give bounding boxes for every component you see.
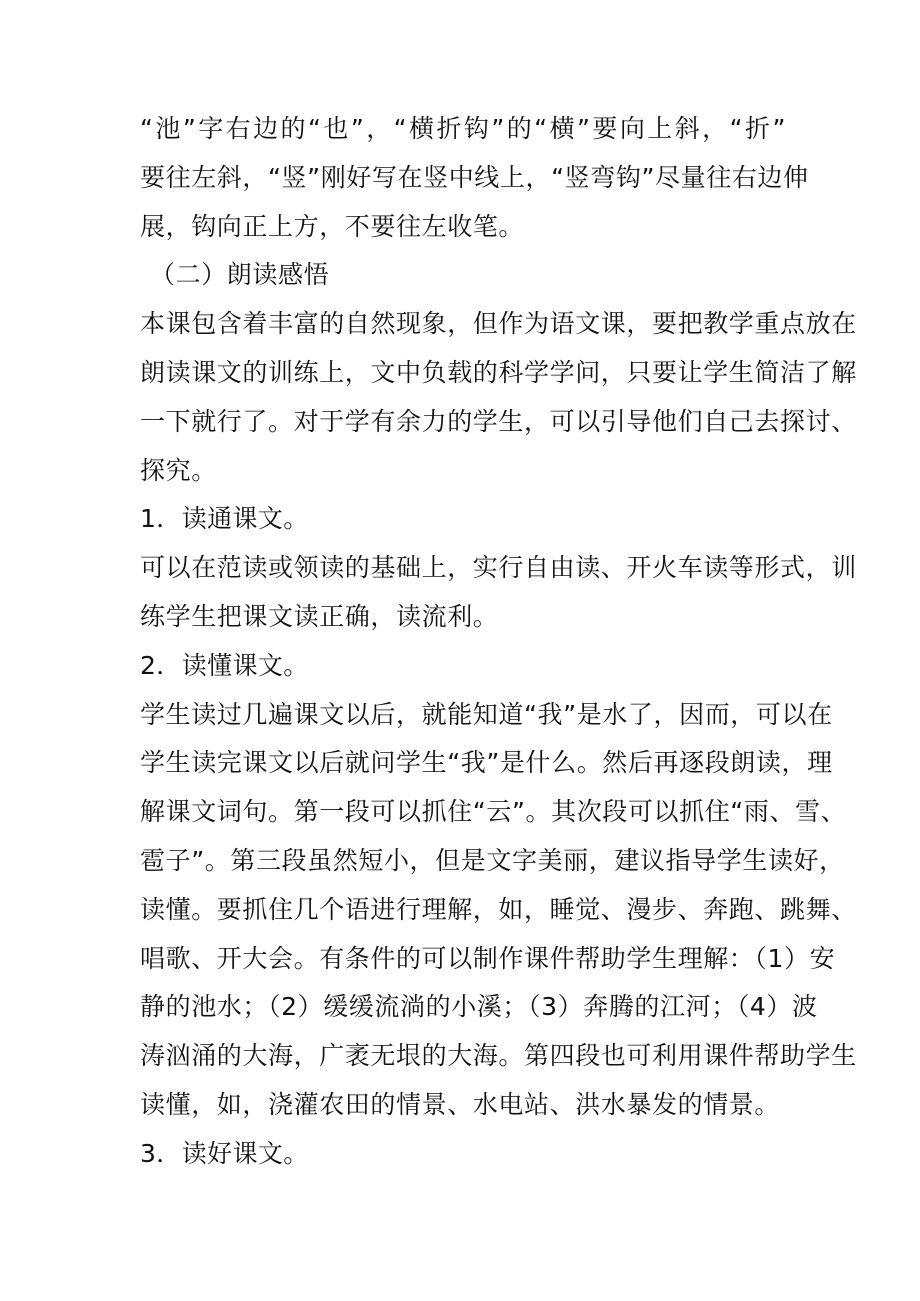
text-line: 本课包含着丰富的自然现象，但作为语文课，要把教学重点放在	[140, 309, 857, 339]
text-line: 学生读过几遍课文以后，就能知道“我”是水了，因而，可以在	[140, 699, 833, 729]
text-line: 练学生把课文读正确，读流利。	[140, 601, 499, 631]
text-line: 学生读完课文以后就问学生“我”是什么。然后再逐段朗读，理	[140, 748, 833, 778]
list-item-heading: 1．读通课文。	[140, 504, 309, 534]
text-line: 解课文词句。第一段可以抓住“云”。其次段可以抓住“雨、雪、	[140, 797, 847, 827]
text-line: 静的池水；（2）缓缓流淌的小溪；（3）奔腾的江河；（4）波	[140, 992, 818, 1022]
document-body	[140, 105, 857, 1179]
text-line: 要往左斜，“竖”刚好写在竖中线上，“竖弯钩”尽量往右边伸	[140, 162, 809, 192]
text-line: 唱歌、开大会。有条件的可以制作课件帮助学生理解：（1）安	[140, 943, 836, 973]
section-heading: （二）朗读感悟	[150, 260, 330, 290]
text-line: 一下就行了。对于学有余力的学生，可以引导他们自己去探讨、	[140, 406, 857, 436]
text-line: 涛汹涌的大海，广袤无垠的大海。第四段也可利用课件帮助学生	[140, 1041, 857, 1071]
text-line: 读懂，如，浇灌农田的情景、水电站、洪水暴发的情景。	[140, 1089, 781, 1119]
list-item-heading: 2．读懂课文。	[140, 650, 309, 680]
text-line: 探究。	[140, 455, 217, 485]
text-line: 可以在范读或领读的基础上，实行自由读、开火车读等形式，训	[140, 553, 857, 583]
text-line: “池”字右边的“也”，“横折钩”的“横”要向上斜，“折”	[140, 114, 786, 143]
text-line: 朗读课文的训练上，文中负载的科学学问，只要让学生简洁了解	[140, 357, 857, 387]
text-line: 雹子”。第三段虽然短小，但是文字美丽，建议指导学生读好，	[140, 845, 845, 875]
text-line: 展，钩向正上方，不要往左收笔。	[140, 211, 525, 241]
text-line: 读懂。要抓住几个语进行理解，如，睡觉、漫步、奔跑、跳舞、	[140, 894, 857, 924]
list-item-heading: 3．读好课文。	[140, 1138, 309, 1168]
